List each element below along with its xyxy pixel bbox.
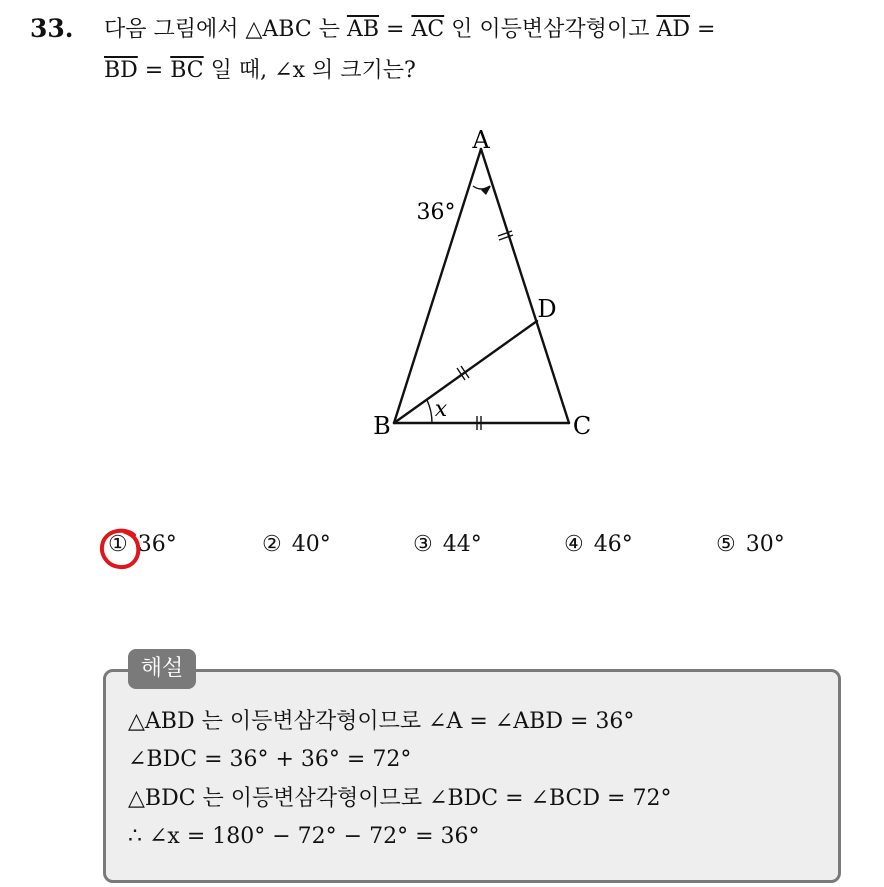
choice-1-value: 36°: [137, 532, 177, 557]
segment-bc: $\overline{BC}$: [170, 58, 204, 83]
solution-tab: 해설: [128, 649, 196, 689]
choice-3-number: ③: [413, 532, 433, 557]
choice-4[interactable]: [564, 532, 633, 557]
question-text-1b: △ABC 는: [245, 17, 347, 42]
solution-line-1: △ABD 는 이등변삼각형이므로 ∠A = ∠ABD = 36°: [128, 709, 635, 734]
vertex-c-label: C: [572, 412, 592, 440]
question-text-1c: 인 이등변삼각형이고: [444, 17, 657, 42]
choice-2-number: ②: [262, 532, 282, 557]
side-ab: [394, 149, 481, 423]
vertex-d-label: D: [537, 295, 557, 323]
answer-circle-mark-icon: [98, 526, 144, 572]
choice-3[interactable]: [413, 532, 482, 557]
triangle-figure: [340, 118, 630, 448]
choice-2[interactable]: [262, 532, 331, 557]
vertex-a-label: A: [472, 126, 490, 154]
choice-4-number: ④: [564, 532, 584, 557]
choice-1-number: ①: [108, 532, 128, 557]
segment-bd: $\overline{BD}$: [104, 58, 138, 83]
segment-ac: $\overline{AC}$: [411, 17, 445, 42]
angle-x-label: x: [434, 397, 448, 422]
segment-ad: $\overline{AD}$: [656, 17, 690, 42]
choice-5-number: ⑤: [716, 532, 736, 557]
choice-4-value: 46°: [593, 532, 633, 557]
solution-line-3: △BDC 는 이등변삼각형이므로 ∠BDC = ∠BCD = 72°: [128, 786, 672, 811]
vertex-b-label: B: [373, 412, 391, 440]
choice-5-value: 30°: [745, 532, 785, 557]
question-line-1: [104, 14, 715, 46]
angle-a-value: 36°: [416, 200, 456, 225]
side-ac: [481, 149, 569, 423]
choice-2-value: 40°: [291, 532, 331, 557]
question-text-1a: 다음 그림에서: [104, 17, 246, 42]
angle-x-arc: [427, 400, 432, 423]
solution-line-2: ∠BDC = 36° + 36° = 72°: [128, 747, 412, 772]
question-text-eq1: =: [379, 17, 412, 42]
segment-ab: $\overline{AB}$: [346, 17, 380, 42]
problem-number: 33.: [30, 14, 74, 43]
solution-line-4: ∴ ∠x = 180° − 72° − 72° = 36°: [128, 824, 480, 849]
question-text-eq3: =: [137, 58, 171, 83]
choice-5[interactable]: [716, 532, 785, 557]
question-line-2: [104, 55, 416, 87]
choice-3-value: 44°: [442, 532, 482, 557]
question-text-2: 일 때, ∠x 의 크기는?: [203, 58, 416, 83]
question-text-eq2: =: [689, 17, 716, 42]
